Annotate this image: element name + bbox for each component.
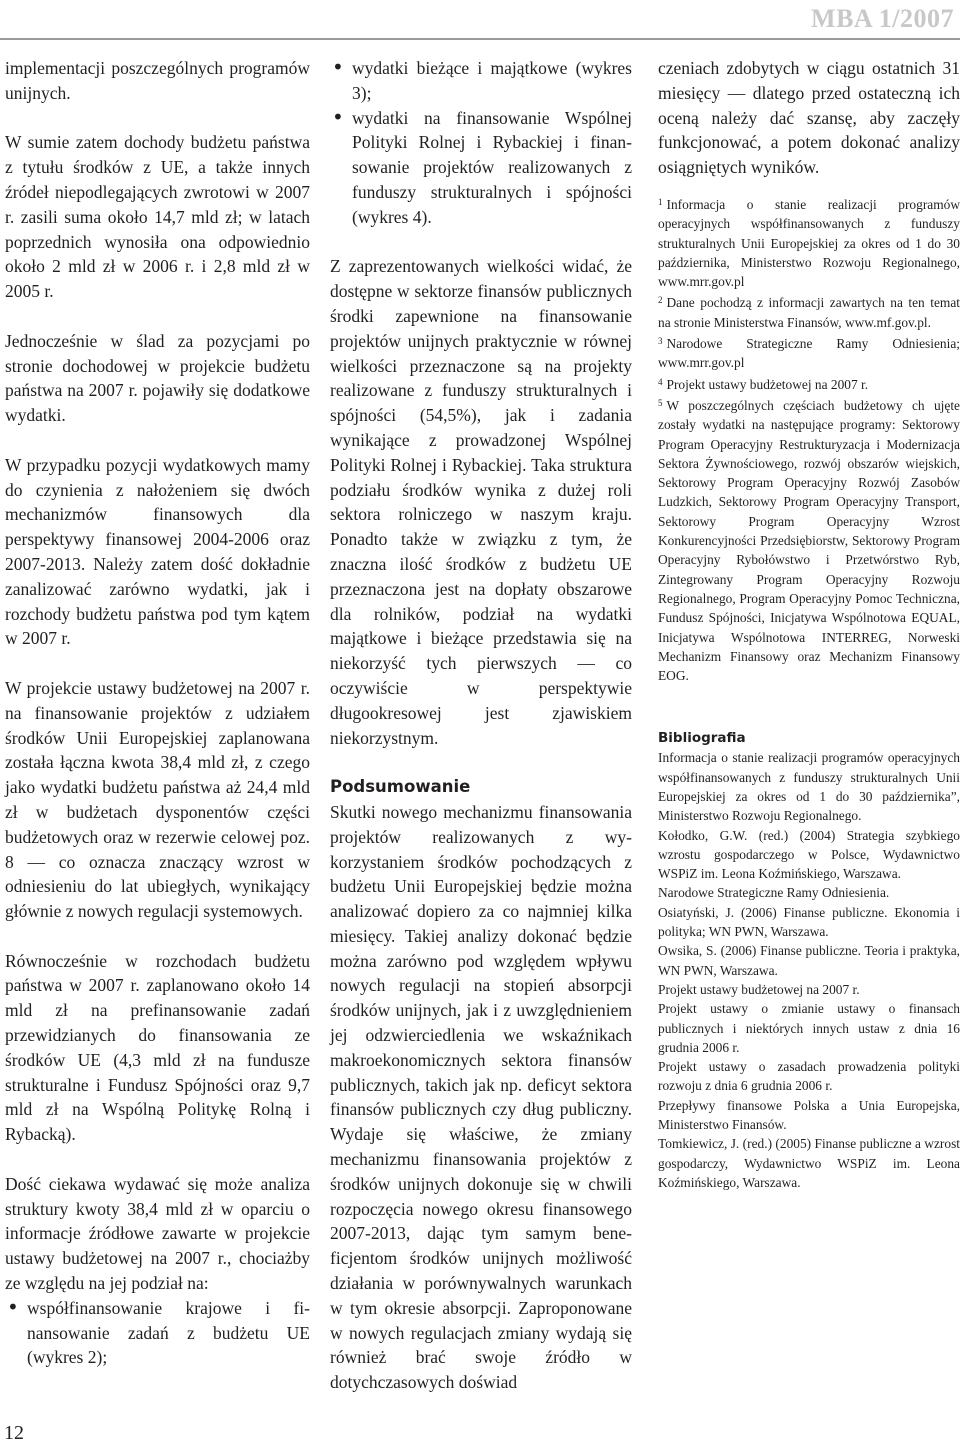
bullet-item: • wydatki na finansowanie Wspólnej Polityki Rolnej i Rybackiej i finansowanie projektów realizowanych z funduszy strukturalnych i spójności (wykres 4). bbox=[330, 106, 632, 230]
footnote-number: 5 bbox=[658, 397, 663, 408]
footnote-number: 2 bbox=[658, 295, 663, 306]
footnote-text: Informacja o stanie realizacji programów operacyjnych współfinansowanych z funduszy strukturalnych Unii Europejskiej za okres od 1 do 30 października, Ministerstwo Rozwoju Regionalnego, www.mrr.gov.pl bbox=[658, 196, 960, 290]
right-column bbox=[658, 56, 960, 1192]
bibliography-entry: Przepływy finansowe Polska a Unia Europejska, Ministerstwo Finansów. bbox=[658, 1097, 960, 1133]
paragraph: W projekcie ustawy budżetowej na 2007 r. na finansowanie projektów z udziałem środków Unii Europejskiej zaplanowana została łączna kwota 38,4 mld zł, z czego jako wydatki budżetu państwa aż 24,4 mld zł w budżetach dysponentów części budżetowych oraz w rezerwie celowej poz. 8 — co oznacza znaczący wzrost w odniesieniu do lat ubiegłych, wynikający głównie z nowych regulacji systemowych. bbox=[5, 677, 310, 922]
footnote-number: 3 bbox=[658, 336, 663, 347]
footnote bbox=[658, 332, 960, 373]
middle-column bbox=[330, 56, 632, 1395]
paragraph: implementacji poszczególnych programów unijnych. bbox=[5, 58, 310, 103]
footnote bbox=[658, 193, 960, 291]
paragraph: Jednocześnie w ślad za pozycjami po stronie dochodowej w projekcie budżetu państwa na 2007 r. pojawiły się dodatkowe wydatki. bbox=[5, 330, 310, 426]
bibliography-entry: Projekt ustawy o zasadach prowadzenia polityki rozwoju z dnia 6 grudnia 2006 r. bbox=[658, 1059, 960, 1094]
paragraph: Równocześnie w rozchodach budżetu państwa w 2007 r. zaplanowano około 14 mld zł na prefinansowanie zadań przewidzianych do finansowania ze środków UE (4,3 mld zł na fundusze strukturalne i Fundusz Spójności oraz 9,7 mld zł na Wspólną Politykę Rolną i Rybacką). bbox=[5, 950, 310, 1145]
paragraph: W sumie zatem dochody budżetu państwa z tytułu środków z UE, a także innych źródeł niepodlegających zwrotowi w 2007 r. zasili suma około 14,7 mld zł; w latach poprzednich wynosiła ona odpowiednio około 2 mld zł w 2006 r. i 2,8 mld zł w 2005 r. bbox=[5, 132, 310, 302]
footnote-text: W poszczególnych częściach budżetowy ch ujęte zostały wydatki na następujące programy: Sektorowy Program Operacyjny Restrukturyzacja i Modernizacja Sektora Żywnościowego, rozwój obszarów wiejskich, Sektorowy Program Operacyjny Rozwój Zasobów Ludzkich, Sektorowy Program Operacyjny Transport, Sektorowy Program Operacyjny Wzrost Konkurencyjności Przedsiębiorstw, Sektorowy Program Operacyjny Rybołówstwo i Przetwórstwo Ryb, Zintegrowany Program Operacyjny Rozwoju Regionalnego, Program Operacyjny Pomoc Techniczna, Fundusz Spójności, Inicjatywa Wspólnotowa EQUAL, Inicjatywa Wspólnotowa INTERREG, Norweski Mechanizm Finansowy oraz Mechanizm Finansowy EOG. bbox=[658, 397, 960, 684]
bullet-item: • wydatki bieżące i majątkowe (wykres 3); bbox=[330, 56, 632, 106]
page-number: 12 bbox=[4, 1422, 24, 1444]
paragraph: Skutki nowego mechanizmu finansowania projektów realizowanych z wykorzystaniem środków pochodzących z budżetu Unii Europejskiej będzie można analizować dopiero za co najmniej kilka miesięcy. Takiej analizy dokonać będzie można zarówno pod względem wpływu nowych regulacji na stopień absorpcji środków unijnych, jak i z uwzględnieniem jej odzwierciedlenia we wskaźnikach makroekonomicznych sektora finansów publicznych, takich jak np. deficyt sektora finansów publicznych czy dług publiczny. Wydaje się właściwe, że zmiany mechanizmu finansowania projektów z środków unijnych dokonuje się w chwili rozpoczęcia nowego okresu finansowego 2007-2013, dając tym samym beneficjentom środków unijnych możliwość działania w porównywalnych warunkach w tym okresie absorpcji. Zaproponowane w nowych regulacjach zmiany wydają się również brać swoje źródło w dotychczasowych doświad bbox=[330, 801, 632, 1393]
bibliography-entry: Osiatyński, J. (2006) Finanse publiczne. Ekonomia i polityka; WN PWN, Warszawa. bbox=[658, 904, 960, 940]
bibliography-entry: Narodowe Strategiczne Ramy Odniesienia. bbox=[658, 885, 890, 901]
bibliography-entry: Tomkiewicz, J. (red.) (2005) Finanse publiczne a wzrost gospodarczy, Wydawnictwo WSPiZ im. Leona Koźmińskiego, Warszawa. bbox=[658, 1136, 960, 1190]
bullet-list bbox=[5, 1296, 310, 1370]
bibliography-entry: Kołodko, G.W. (red.) (2004) Strategia szybkiego wzrostu gospodarczego w Polsce, Wydawnictwo WSPiZ im. Leona Koźmińskiego, Warszawa. bbox=[658, 827, 960, 882]
footnotes bbox=[658, 193, 960, 685]
footnote-text: Projekt ustawy budżetowej na 2007 r. bbox=[666, 376, 869, 392]
bibliography-entry: Informacja o stanie realizacji programów operacyjnych współfinansowanych z funduszy strukturalnych Unii Europejskiej za okres od 1 do 30 października”, Ministerstwo Rozwoju Regionalnego. bbox=[658, 750, 960, 824]
bibliography-entry: Owsika, S. (2006) Finanse publiczne. Teoria i praktyka, WN PWN, Warszawa. bbox=[658, 943, 960, 978]
footnote-number: 1 bbox=[658, 196, 663, 207]
journal-issue-title: MBA 1/2007 bbox=[811, 4, 954, 33]
paragraph: Dość ciekawa wydawać się może analiza struktury kwoty 38,4 mld zł w oparciu o informacje źródłowe zawarte w projekcie ustawy budżetowej na 2007 r., chociażby ze względu na jej podział na: bbox=[5, 1173, 310, 1294]
footnote-text: Narodowe Strategiczne Ramy Odniesienia; www.mrr.gov.pl bbox=[658, 336, 960, 371]
paragraph: W przypadku pozycji wydatkowych mamy do czynienia z nałożeniem się dwóch mechanizmów finansowych dla perspektywy finansowej 2004-2006 oraz 2007-2013. Należy zatem dość dokładnie zanalizować zarówno wydatki, jak i rozchody budżetu państwa pod tym kątem w 2007 r. bbox=[5, 454, 310, 649]
bibliography-entry: Projekt ustawy budżetowej na 2007 r. bbox=[658, 981, 860, 997]
bibliography-entry: Projekt ustawy o zmianie ustawy o finansach publicznych i niektórych innych ustaw z dnia 16 grudnia 2006 r. bbox=[658, 1001, 960, 1055]
footnote bbox=[658, 373, 960, 394]
header-rule bbox=[0, 38, 960, 40]
paragraph: czeniach zdobytych w ciągu ostatnich 31 miesięcy — dlatego przed ostateczną ich oceną należy dać szansę, aby zaczęły funkcjonować, a potem dokonać analizy osiągniętych wyników. bbox=[658, 58, 960, 178]
section-heading: Podsumowanie bbox=[330, 777, 471, 797]
bullet-item: • współfinansowanie krajowe i finansowanie zadań z budżetu UE (wykres 2); bbox=[5, 1296, 310, 1370]
paragraph: Z zaprezentowanych wielkości widać, że dostępne w sektorze finansów publicznych środki zapewnione na finansowanie projektów unijnych praktycznie w równej wielkości przeznaczone są na projekty realizowane z funduszy strukturalnych i spójności (54,5%), jak i zadania wynikające z prowadzonej Wspólnej Polityki Rolnej i Rybackiej. Taka struktura podziału środków wynika z dużej roli sektora rolniczego w naszym kraju. Ponadto także w związku z tym, że znaczna ilość środków z budżetu UE przeznaczona jest na dopłaty obszarowe dla rolników, podział na wydatki majątkowe i bieżące przedstawia się na niekorzyść tych pierwszych — co oczywiście w perspektywie długookresowej jest zjawiskiem niekorzystnym. bbox=[330, 256, 632, 748]
bibliography-heading: Bibliografia bbox=[658, 730, 746, 747]
bullet-list bbox=[330, 56, 632, 230]
left-column bbox=[5, 56, 310, 1370]
footnote-number: 4 bbox=[658, 376, 663, 387]
footnote bbox=[658, 291, 960, 332]
footnote-text: Dane pochodzą z informacji zawartych na ten temat na stronie Ministerstwa Finansów, www.mf.gov.pl. bbox=[658, 295, 960, 330]
footnote bbox=[658, 394, 960, 685]
bibliography-list bbox=[658, 748, 960, 1192]
